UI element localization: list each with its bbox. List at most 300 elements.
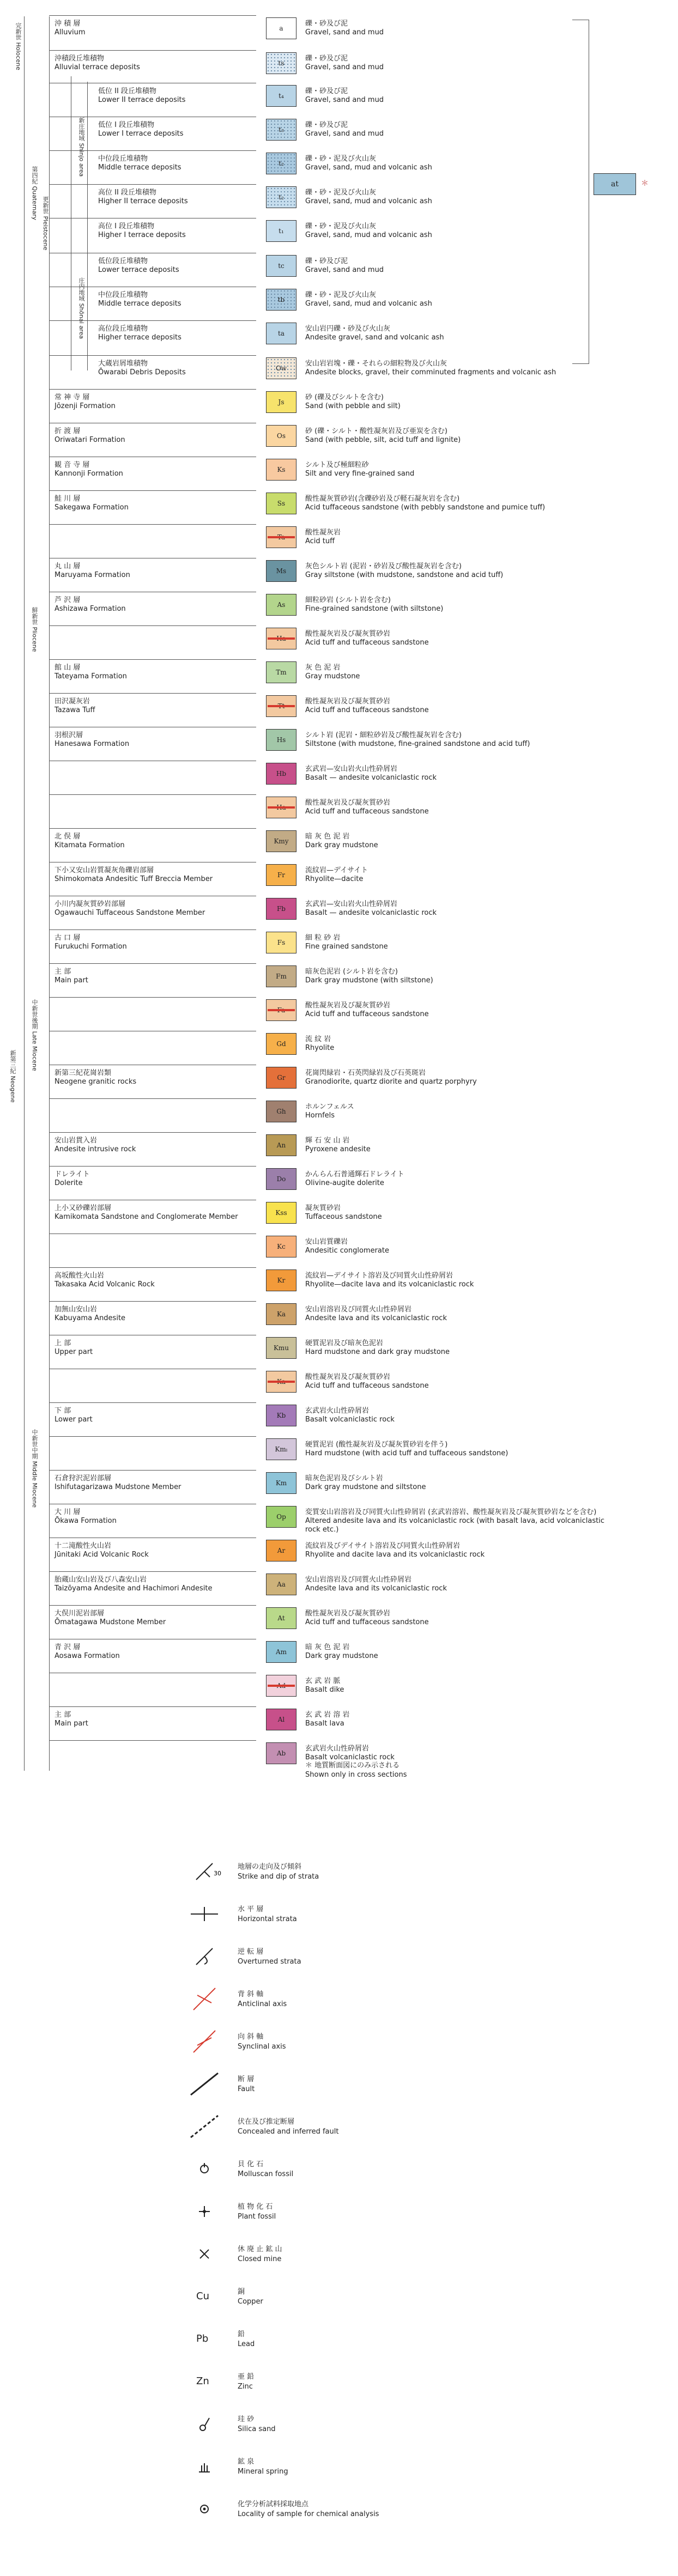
unit-name-ja: 折 渡 層 xyxy=(55,427,81,435)
symbol-row xyxy=(185,2155,567,2188)
tuff-bar xyxy=(268,1381,295,1383)
symbol-en: Overturned strata xyxy=(238,1958,301,1966)
symbol-row xyxy=(185,2410,567,2443)
symbol-ja: 亜 鉛 xyxy=(238,2373,255,2381)
unit-name-en: Main part xyxy=(55,976,88,985)
unit-description xyxy=(305,325,610,342)
unit-swatch xyxy=(266,425,296,447)
unit-name xyxy=(55,664,256,681)
row-divider xyxy=(49,794,256,795)
horizontal-icon xyxy=(185,1900,229,1933)
unit-code: Kmₗ xyxy=(275,1445,288,1453)
unit-description xyxy=(305,1170,610,1188)
unit-swatch xyxy=(266,1540,296,1562)
unit-name-ja: 大俣川泥岩部層 xyxy=(55,1609,105,1618)
unit-swatch xyxy=(266,1742,296,1764)
symbol-row xyxy=(185,1900,567,1933)
unit-description xyxy=(305,461,610,478)
unit-code: a xyxy=(279,25,283,32)
unit-name-en: Ōmatagawa Mudstone Member xyxy=(55,1618,166,1626)
unit-name xyxy=(55,596,256,613)
unit-name-ja: 新第三紀花崗岩類 xyxy=(55,1069,112,1077)
unit-name-en: Oriwatari Formation xyxy=(55,436,125,444)
description-ja: 暗灰色泥岩 (シルト岩を含む) xyxy=(305,968,398,976)
unit-description xyxy=(305,291,610,308)
unit-description xyxy=(305,765,610,782)
description-en: Acid tuff and tuffaceous sandstone xyxy=(305,807,429,816)
unit-name-en: Main part xyxy=(55,1720,88,1728)
symbol-en: Silica sand xyxy=(238,2425,276,2433)
symbol-text xyxy=(238,1862,319,1882)
unit-name-en: Ōwarabi Debris Deposits xyxy=(98,368,186,376)
unit-swatch xyxy=(266,560,296,582)
unit-swatch xyxy=(266,289,296,311)
row-divider xyxy=(49,828,256,829)
description-en: Gray siltstone (with mudstone, sandstone and acid tuff) xyxy=(305,571,504,579)
symbol-ja: 伏在及び推定断層 xyxy=(238,2118,295,2126)
unit-name xyxy=(55,54,256,72)
description-en: Fine grained sandstone xyxy=(305,943,388,951)
unit-description xyxy=(305,630,610,647)
description-en: Rhyolite—dacite xyxy=(305,875,364,883)
row-divider xyxy=(49,184,256,185)
unit-name-ja: 安山岩貫入岩 xyxy=(55,1137,98,1145)
unit-swatch xyxy=(266,1168,296,1190)
unit-name-en: Andesite intrusive rock xyxy=(55,1145,136,1153)
unit-swatch xyxy=(266,1675,296,1697)
tuff-bar xyxy=(268,1009,295,1011)
unit-name xyxy=(55,1305,256,1323)
anticline-icon xyxy=(185,1985,229,2018)
unit-code: t₁ xyxy=(279,227,284,235)
description-en: Gravel, sand and mud xyxy=(305,28,384,37)
description-en: Acid tuffaceous sandstone (with pebbly sandstone and pumice tuff) xyxy=(305,503,546,512)
symbol-ja: 植 物 化 石 xyxy=(238,2203,273,2211)
description-en: Altered andesite lava and its volcaniclastic rock (with basalt lava, acid volcaniclastic rock etc.) xyxy=(305,1517,604,1534)
unit-code: Am xyxy=(275,1648,287,1656)
unit-name-ja: 高坂酸性火山岩 xyxy=(55,1272,105,1280)
unit-code: Kc xyxy=(277,1243,286,1250)
unit-description xyxy=(305,1643,610,1661)
unit-swatch xyxy=(266,459,296,481)
description-ja: 暗灰色泥岩及びシルト岩 xyxy=(305,1474,383,1483)
description-ja: 硬質泥岩 (酸性凝灰岩及び凝灰質砂岩を伴う) xyxy=(305,1441,448,1449)
unit-name-en: Higher terrace deposits xyxy=(98,333,181,342)
unit-swatch xyxy=(266,1202,296,1224)
description-ja: 砂 (礫及びシルトを含む) xyxy=(305,393,384,402)
description-en: Dark gray mudstone xyxy=(305,1652,378,1660)
symbol-en: Locality of sample for chemical analysis xyxy=(238,2510,379,2518)
description-en: Tuffaceous sandstone xyxy=(305,1213,382,1221)
unit-description xyxy=(305,1238,610,1255)
symbol-text xyxy=(238,2202,276,2222)
unit-name xyxy=(55,427,256,445)
unit-name-en: Ishifutagarizawa Mudstone Member xyxy=(55,1483,181,1491)
description-ja: 礫・砂及び泥 xyxy=(305,20,348,28)
description-ja: 灰色シルト岩 (泥岩・砂岩及び酸性凝灰岩を含む) xyxy=(305,562,462,570)
unit-name-en: Furukuchi Formation xyxy=(55,943,127,951)
unit-name-ja: 中位段丘堆積物 xyxy=(98,155,148,163)
unit-description xyxy=(305,1576,610,1593)
unit-description xyxy=(305,1745,610,1762)
unit-swatch xyxy=(266,1709,296,1730)
unit-description xyxy=(305,20,610,37)
symbol-ja: 地層の走向及び傾斜 xyxy=(238,1863,302,1871)
description-ja: 安山岩溶岩及び同質火山性砕屑岩 xyxy=(305,1576,412,1584)
unit-code: Al xyxy=(277,1716,285,1723)
symbol-row xyxy=(185,2453,567,2486)
symbol-text xyxy=(238,2500,379,2519)
description-ja: 玄 武 岩 溶 岩 xyxy=(305,1711,350,1719)
symbol-text xyxy=(238,2075,255,2094)
unit-code: Fs xyxy=(277,939,286,946)
unit-name-ja: 十二滝酸性火山岩 xyxy=(55,1542,112,1550)
unit-swatch xyxy=(266,1033,296,1055)
unit-swatch xyxy=(266,1607,296,1629)
symbol-en: Copper xyxy=(238,2298,263,2306)
mollusc-icon xyxy=(185,2155,229,2188)
symbol-en: Lead xyxy=(238,2340,255,2348)
unit-name xyxy=(55,20,256,37)
unit-code: t₃ xyxy=(279,126,284,133)
description-en: Siltstone (with mudstone, fine-grained sandstone and acid tuff) xyxy=(305,740,530,748)
description-ja: 玄武岩火山性砕屑岩 xyxy=(305,1407,370,1415)
cross-section-note xyxy=(305,1761,407,1779)
unit-name-en: Kannonji Formation xyxy=(55,470,123,478)
description-ja: 流紋岩—デイサイト溶岩及び同質火山性砕屑岩 xyxy=(305,1272,453,1280)
unit-description xyxy=(305,1069,610,1086)
unit-description xyxy=(305,427,610,445)
description-en: Basalt — andesite volcaniclastic rock xyxy=(305,909,437,917)
unit-name-en: Ōkawa Formation xyxy=(55,1517,117,1525)
unit-description xyxy=(305,189,610,206)
unit-code: Hs xyxy=(276,736,286,744)
unit-name-en: Middle terrace deposits xyxy=(98,300,181,308)
unit-name-en: Higher II terrace deposits xyxy=(98,197,188,205)
unit-swatch xyxy=(266,763,296,785)
description-en: Gravel, sand and mud xyxy=(305,63,384,71)
unit-code: Ab xyxy=(276,1749,286,1757)
unit-swatch xyxy=(266,999,296,1021)
unit-name xyxy=(55,461,256,478)
symbol-ja: 水 平 層 xyxy=(238,1905,264,1913)
unit-description xyxy=(305,1508,610,1534)
symbol-ja: 鉛 xyxy=(238,2330,245,2338)
unit-name xyxy=(55,1576,256,1593)
description-en: Acid tuff and tuffaceous sandstone xyxy=(305,706,429,714)
symbol-row xyxy=(185,2240,567,2273)
unit-code: As xyxy=(277,601,286,609)
symbol-en: Molluscan fossil xyxy=(238,2170,294,2178)
unit-swatch xyxy=(266,695,296,717)
unit-description xyxy=(305,697,610,715)
symbol-text xyxy=(238,2457,288,2477)
description-ja: 玄武岩火山性砕屑岩 xyxy=(305,1745,370,1753)
unit-swatch xyxy=(266,661,296,683)
unit-name-ja: 羽根沢層 xyxy=(55,731,83,739)
unit-description xyxy=(305,1441,610,1458)
row-divider xyxy=(49,1740,256,1741)
unit-name-ja: ドレライト xyxy=(55,1170,90,1178)
description-ja: 酸性凝灰岩及び凝灰質砂岩 xyxy=(305,697,391,706)
unit-name-ja: 石倉狩沢泥岩部層 xyxy=(55,1474,112,1483)
description-en: Hard mudstone and dark gray mudstone xyxy=(305,1348,450,1356)
unit-name-en: Kitamata Formation xyxy=(55,841,125,849)
description-ja: 玄武岩—安山岩火山性砕屑岩 xyxy=(305,900,398,908)
description-ja: 花崗閃緑岩・石英閃緑岩及び石英斑岩 xyxy=(305,1069,426,1077)
unit-code: Ow xyxy=(275,364,287,372)
description-ja: 硬質泥岩及び暗灰色泥岩 xyxy=(305,1339,384,1347)
description-en: Acid tuff and tuffaceous sandstone xyxy=(305,639,429,647)
unit-name-ja: 芦 沢 層 xyxy=(55,596,81,604)
unit-description xyxy=(305,1407,610,1424)
symbol-text xyxy=(238,2372,254,2392)
unit-description xyxy=(305,222,610,240)
unit-code: Fm xyxy=(276,973,287,980)
unit-description xyxy=(305,562,610,580)
symbol-text xyxy=(238,2117,338,2137)
unit-name-en: Sakegawa Formation xyxy=(55,503,129,512)
description-en: Gravel, sand, mud and volcanic ash xyxy=(305,197,432,205)
description-en: Gravel, sand, mud and volcanic ash xyxy=(305,300,432,308)
description-ja: 酸性凝灰質砂岩(含礫砂岩及び軽石凝灰岩を含む) xyxy=(305,495,460,503)
description-ja: 流紋岩及びデイサイト溶岩及び同質火山性砕屑岩 xyxy=(305,1542,461,1550)
period-label: 中新世後期 Late Miocene xyxy=(31,999,38,1071)
unit-code: ts xyxy=(278,59,284,67)
unit-description xyxy=(305,1474,610,1492)
unit-code: Kb xyxy=(276,1412,286,1419)
unit-code: Os xyxy=(277,432,286,440)
unit-description xyxy=(305,121,610,138)
unit-name-ja: 青 沢 層 xyxy=(55,1643,81,1651)
row-divider xyxy=(49,1436,256,1437)
unit-swatch xyxy=(266,526,296,548)
unit-name-ja: 高位 I 段丘堆積物 xyxy=(98,222,155,230)
unit-swatch xyxy=(266,153,296,174)
unit-name xyxy=(55,1170,256,1188)
unit-swatch xyxy=(266,729,296,751)
symbol-row xyxy=(185,2070,567,2103)
symbol-ja: 珪 砂 xyxy=(238,2415,255,2423)
unit-name-en: Dolerite xyxy=(55,1179,83,1187)
unit-code: Hb xyxy=(276,770,287,777)
description-en: Hornfels xyxy=(305,1111,335,1120)
silica-icon xyxy=(185,2410,229,2443)
description-en: Basalt volcaniclastic rock xyxy=(305,1753,395,1761)
description-en: Rhyolite—dacite lava and its volcaniclastic rock xyxy=(305,1280,474,1289)
description-en: Dark gray mudstone xyxy=(305,841,378,849)
description-ja: 暗 灰 色 泥 岩 xyxy=(305,1643,350,1651)
symbol-en: Concealed and inferred fault xyxy=(238,2128,339,2136)
description-ja: 礫・砂・泥及び火山灰 xyxy=(305,155,377,163)
description-ja: 安山岩質礫岩 xyxy=(305,1238,348,1246)
unit-code: Kr xyxy=(277,1277,286,1284)
description-ja: 灰 色 泥 岩 xyxy=(305,664,341,672)
area-label: 新庄地域 Shinjo area xyxy=(78,117,85,177)
row-divider xyxy=(49,1098,256,1099)
description-ja: シルト及び極細粒砂 xyxy=(305,461,369,469)
period-label: 完新世 Holocene xyxy=(15,22,22,70)
element-symbol: Cu xyxy=(196,2291,209,2302)
unit-name-ja: 観 音 寺 層 xyxy=(55,461,90,469)
row-divider xyxy=(49,1571,256,1572)
unit-description xyxy=(305,799,610,816)
unit-name-en: Lower II terrace deposits xyxy=(98,96,186,104)
unit-code: Aa xyxy=(277,1581,286,1588)
element-symbol: Zn xyxy=(196,2375,209,2387)
description-ja: 礫・砂及び泥 xyxy=(305,121,348,129)
description-en: Rhyolite and dacite lava and its volcaniclastic rock xyxy=(305,1551,485,1559)
symbol-ja: 化学分析試料採取地点 xyxy=(238,2500,309,2508)
row-divider xyxy=(49,625,256,626)
period-label: 更新世 Pleistocene xyxy=(42,196,49,251)
tuff-bar xyxy=(268,806,295,809)
unit-name xyxy=(55,393,256,411)
sample-icon xyxy=(185,2495,229,2528)
row-divider xyxy=(49,659,256,660)
unit-swatch xyxy=(266,1371,296,1393)
description-ja: 酸性凝灰岩 xyxy=(305,528,341,537)
symbol-row xyxy=(185,1985,567,2018)
description-en: Pyroxene andesite xyxy=(305,1145,371,1153)
unit-name-ja: 大 川 層 xyxy=(55,1508,81,1516)
unit-name xyxy=(55,968,256,985)
row-divider xyxy=(49,1605,256,1606)
unit-name-en: Kabuyama Andesite xyxy=(55,1314,126,1322)
unit-description xyxy=(305,1542,610,1559)
unit-code: Kmu xyxy=(273,1344,289,1352)
description-en: Gravel, sand, mud and volcanic ash xyxy=(305,163,432,172)
unit-name xyxy=(55,1542,256,1559)
description-en: Acid tuff xyxy=(305,537,335,545)
unit-description xyxy=(305,1677,610,1694)
unit-name xyxy=(55,1474,256,1492)
symbol-row xyxy=(185,2283,567,2316)
unit-swatch xyxy=(266,830,296,852)
unit-name xyxy=(55,1508,256,1526)
description-en: Olivine-augite dolerite xyxy=(305,1179,384,1187)
unit-swatch xyxy=(266,1337,296,1359)
period-label: 新第三紀 Neogene xyxy=(9,1049,16,1103)
unit-code: Fr xyxy=(277,871,286,879)
symbol-ja: 断 層 xyxy=(238,2075,255,2083)
symbol-text xyxy=(238,2160,293,2179)
unit-description xyxy=(305,528,610,546)
spring-icon xyxy=(185,2453,229,2486)
unit-name-ja: 上 部 xyxy=(55,1339,71,1347)
description-ja: 安山岩円礫・砂及び火山灰 xyxy=(305,325,391,333)
description-ja: 安山岩岩塊・礫・それらの細粒物及び火山灰 xyxy=(305,360,447,368)
description-ja: 砂 (礫・シルト・酸性凝灰岩及び亜炭を含む) xyxy=(305,427,447,435)
row-divider xyxy=(49,1301,256,1302)
description-ja: 酸性凝灰岩及び凝灰質砂岩 xyxy=(305,1609,391,1618)
area-label: 庄内地域 Shōnai area xyxy=(78,277,85,339)
unit-code: Gh xyxy=(276,1108,286,1115)
description-en: Andesite gravel, sand and volcanic ash xyxy=(305,333,444,342)
symbol-en: Synclinal axis xyxy=(238,2043,286,2051)
terrace-brace xyxy=(572,20,589,364)
symbol-en: Closed mine xyxy=(238,2255,282,2263)
unit-description xyxy=(305,393,610,411)
unit-description xyxy=(305,1339,610,1357)
unit-swatch xyxy=(266,255,296,277)
description-ja: 暗 灰 色 泥 岩 xyxy=(305,833,350,841)
description-ja: 酸性凝灰岩及び凝灰質砂岩 xyxy=(305,630,391,638)
unit-code: t₄ xyxy=(279,92,284,100)
unit-swatch xyxy=(266,220,296,242)
symbol-text xyxy=(238,2245,282,2264)
unit-name xyxy=(55,1643,256,1661)
unit-name-ja: 低位 II 段丘堆積物 xyxy=(98,87,156,95)
unit-name-ja: 主 部 xyxy=(55,1711,71,1719)
symbol-en: Strike and dip of strata xyxy=(238,1873,319,1881)
unit-name-en: Lower terrace deposits xyxy=(98,266,179,274)
symbol-en: Anticlinal axis xyxy=(238,2000,287,2008)
unit-swatch xyxy=(266,85,296,107)
symbol-row xyxy=(185,2198,567,2231)
unit-swatch xyxy=(266,357,296,379)
unit-name xyxy=(55,495,256,512)
unit-name xyxy=(55,934,256,951)
unit-name-en: Upper part xyxy=(55,1348,93,1356)
symbol-ja: 休 廃 止 鉱 山 xyxy=(238,2245,282,2253)
description-en: Sand (with pebble, silt, acid tuff and lignite) xyxy=(305,436,461,444)
description-ja: 安山岩溶岩及び同質火山性砕屑岩 xyxy=(305,1305,412,1314)
row-divider xyxy=(49,1132,256,1133)
unit-name xyxy=(55,562,256,580)
symbol-row xyxy=(185,2495,567,2528)
row-divider xyxy=(49,1166,256,1167)
unit-description xyxy=(305,866,610,884)
row-divider xyxy=(49,389,256,390)
unit-name xyxy=(55,900,256,918)
unit-swatch xyxy=(266,1405,296,1426)
unit-code: Gr xyxy=(277,1074,286,1082)
unit-name-en: Neogene granitic rocks xyxy=(55,1078,137,1086)
unit-description xyxy=(305,1609,610,1627)
description-en: Andesitic conglomerate xyxy=(305,1247,389,1255)
description-ja: 流紋岩—デイサイト xyxy=(305,866,368,874)
unit-description xyxy=(305,934,610,951)
description-ja: 玄武岩—安山岩火山性砕屑岩 xyxy=(305,765,398,773)
note-en: Shown only in cross sections xyxy=(305,1771,407,1779)
guide-line xyxy=(87,82,88,370)
symbol-text xyxy=(238,1905,297,1924)
tuff-bar xyxy=(268,705,295,707)
row-divider xyxy=(49,1470,256,1471)
unit-description xyxy=(305,1001,610,1019)
unit-swatch xyxy=(266,186,296,208)
description-ja: 酸性凝灰岩及び凝灰質砂岩 xyxy=(305,1373,391,1381)
syncline-icon xyxy=(185,2028,229,2061)
unit-code: Kss xyxy=(275,1209,287,1217)
unit-name xyxy=(55,1272,256,1289)
description-en: Gravel, sand, mud and volcanic ash xyxy=(305,231,432,239)
unit-swatch xyxy=(266,898,296,920)
unit-code: Gd xyxy=(276,1040,286,1048)
unit-name-ja: 小川内凝灰質砂岩部層 xyxy=(55,900,126,908)
svg-text:30: 30 xyxy=(214,1870,221,1877)
symbol-text xyxy=(238,2330,255,2349)
description-en: Andesite lava and its volcaniclastic rock xyxy=(305,1314,447,1322)
unit-description xyxy=(305,495,610,512)
unit-code: Ss xyxy=(277,500,286,507)
asterisk-marker: ＊ xyxy=(641,179,649,188)
unit-swatch xyxy=(266,1438,296,1460)
unit-name-en: Ogawauchi Tuffaceous Sandstone Member xyxy=(55,909,205,917)
guide-line xyxy=(24,16,25,1771)
description-ja: 流 紋 岩 xyxy=(305,1035,331,1043)
